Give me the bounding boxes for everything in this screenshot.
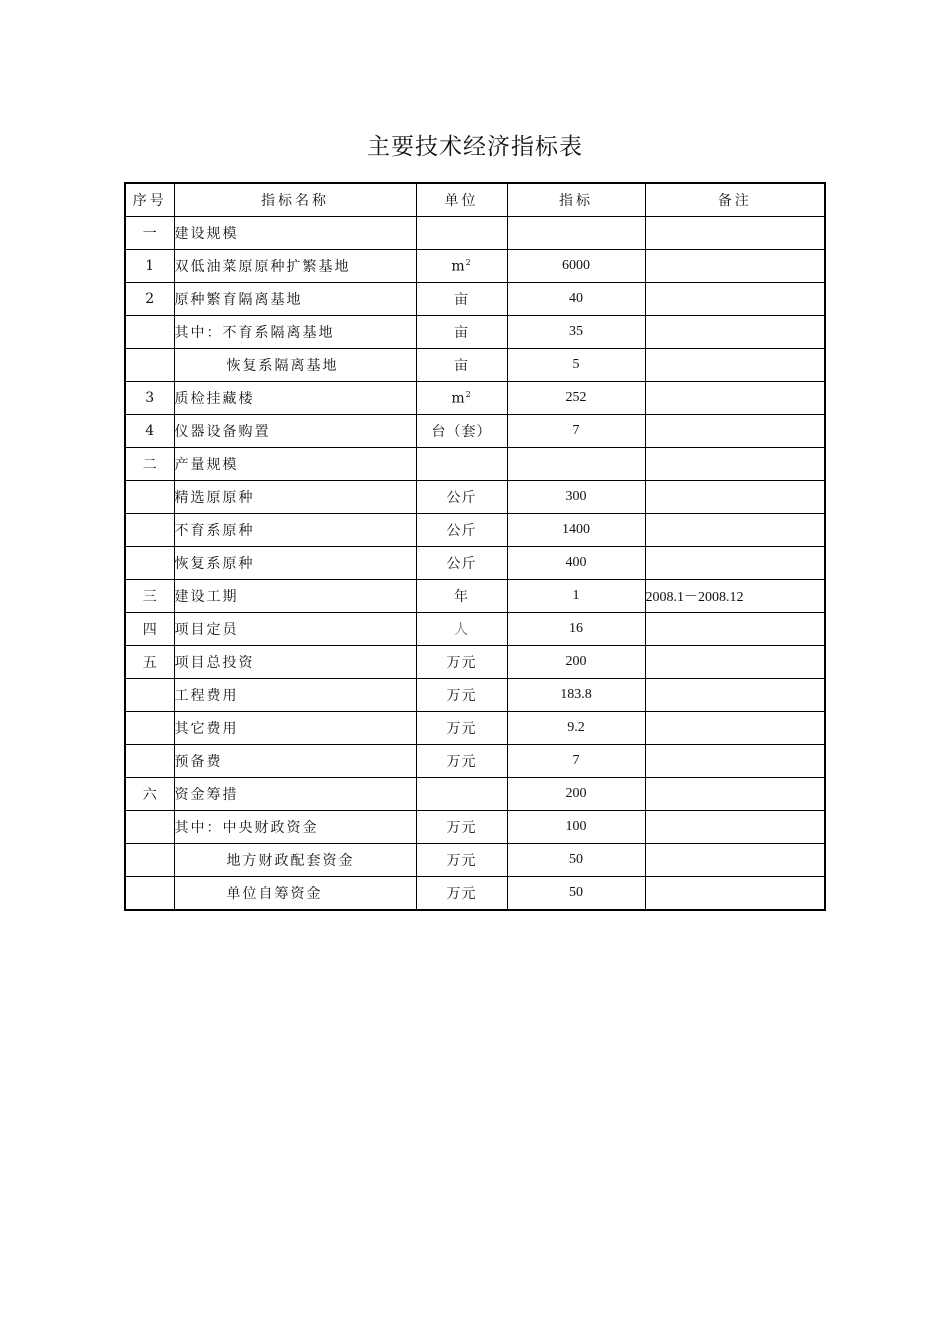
row-seq: 二	[125, 448, 174, 481]
row-unit: 亩	[416, 316, 507, 349]
row-name: 单位自筹资金	[174, 877, 416, 911]
row-unit	[416, 250, 507, 283]
row-unit	[416, 382, 507, 415]
row-name: 精选原原种	[174, 481, 416, 514]
row-unit: 万元	[416, 745, 507, 778]
row-value: 183.8	[507, 679, 645, 712]
row-note	[645, 349, 825, 382]
row-seq: 四	[125, 613, 174, 646]
header-seq: 序号	[125, 183, 174, 217]
row-seq	[125, 316, 174, 349]
table-header-row	[125, 183, 825, 217]
table-row	[125, 580, 825, 613]
row-value: 252	[507, 382, 645, 415]
row-note	[645, 382, 825, 415]
header-note: 备注	[645, 183, 825, 217]
table-row	[125, 679, 825, 712]
table-row	[125, 514, 825, 547]
row-name: 地方财政配套资金	[174, 844, 416, 877]
row-unit: 万元	[416, 844, 507, 877]
row-unit: 万元	[416, 679, 507, 712]
row-name: 资金筹措	[174, 778, 416, 811]
row-value	[507, 217, 645, 250]
row-note	[645, 481, 825, 514]
table-row	[125, 382, 825, 415]
table-row	[125, 283, 825, 316]
row-seq	[125, 877, 174, 911]
row-value: 40	[507, 283, 645, 316]
row-value: 200	[507, 646, 645, 679]
row-seq: 1	[125, 250, 174, 283]
row-unit: 公斤	[416, 514, 507, 547]
row-note	[645, 415, 825, 448]
header-value: 指标	[507, 183, 645, 217]
row-seq	[125, 547, 174, 580]
table-row	[125, 349, 825, 382]
row-name: 项目总投资	[174, 646, 416, 679]
table-row	[125, 217, 825, 250]
row-seq	[125, 844, 174, 877]
row-value: 35	[507, 316, 645, 349]
row-unit: 万元	[416, 811, 507, 844]
row-seq	[125, 349, 174, 382]
table-row	[125, 712, 825, 745]
row-note	[645, 514, 825, 547]
indicator-table	[124, 182, 826, 911]
row-name: 原种繁育隔离基地	[174, 283, 416, 316]
row-unit: 万元	[416, 877, 507, 911]
row-unit: 亩	[416, 283, 507, 316]
header-unit: 单位	[416, 183, 507, 217]
row-note	[645, 745, 825, 778]
table-row	[125, 613, 825, 646]
row-value: 400	[507, 547, 645, 580]
row-unit: 年	[416, 580, 507, 613]
row-seq: 4	[125, 415, 174, 448]
row-note	[645, 217, 825, 250]
row-note	[645, 316, 825, 349]
row-unit: 人	[416, 613, 507, 646]
row-name: 建设规模	[174, 217, 416, 250]
row-seq: 2	[125, 283, 174, 316]
header-name: 指标名称	[174, 183, 416, 217]
row-unit: 万元	[416, 646, 507, 679]
table-row	[125, 877, 825, 911]
row-note	[645, 646, 825, 679]
unit-superscript: 2	[465, 257, 472, 267]
row-note	[645, 250, 825, 283]
row-unit: 亩	[416, 349, 507, 382]
row-value: 300	[507, 481, 645, 514]
row-name: 建设工期	[174, 580, 416, 613]
row-value: 9.2	[507, 712, 645, 745]
row-seq	[125, 481, 174, 514]
row-unit	[416, 778, 507, 811]
row-value: 7	[507, 745, 645, 778]
row-note	[645, 283, 825, 316]
table-row	[125, 415, 825, 448]
row-unit: 公斤	[416, 547, 507, 580]
row-name: 仪器设备购置	[174, 415, 416, 448]
row-note: 2008.1－2008.12	[645, 580, 825, 613]
row-value: 100	[507, 811, 645, 844]
row-value: 200	[507, 778, 645, 811]
row-name: 恢复系原种	[174, 547, 416, 580]
row-note	[645, 877, 825, 911]
row-name: 其中：不育系隔离基地	[174, 316, 416, 349]
row-value	[507, 448, 645, 481]
row-value: 16	[507, 613, 645, 646]
row-name: 质检挂藏楼	[174, 382, 416, 415]
row-name: 其中：中央财政资金	[174, 811, 416, 844]
table-row	[125, 250, 825, 283]
row-note	[645, 844, 825, 877]
row-note	[645, 712, 825, 745]
row-unit: 公斤	[416, 481, 507, 514]
unit-superscript: 2	[465, 389, 472, 399]
row-value: 5	[507, 349, 645, 382]
row-value: 1	[507, 580, 645, 613]
row-value: 1400	[507, 514, 645, 547]
table-row	[125, 844, 825, 877]
table-row	[125, 778, 825, 811]
row-seq	[125, 679, 174, 712]
row-unit	[416, 448, 507, 481]
row-name: 预备费	[174, 745, 416, 778]
row-seq	[125, 712, 174, 745]
row-seq	[125, 514, 174, 547]
row-seq: 三	[125, 580, 174, 613]
row-value: 6000	[507, 250, 645, 283]
row-unit	[416, 217, 507, 250]
unit-base: m	[451, 390, 466, 407]
row-seq	[125, 811, 174, 844]
row-seq: 六	[125, 778, 174, 811]
table-row	[125, 547, 825, 580]
row-seq	[125, 745, 174, 778]
row-name: 双低油菜原原种扩繁基地	[174, 250, 416, 283]
row-unit: 万元	[416, 712, 507, 745]
row-note	[645, 448, 825, 481]
row-name: 工程费用	[174, 679, 416, 712]
table-row	[125, 646, 825, 679]
table-row	[125, 316, 825, 349]
row-name: 恢复系隔离基地	[174, 349, 416, 382]
row-name: 其它费用	[174, 712, 416, 745]
unit-base: m	[451, 258, 466, 275]
row-note	[645, 547, 825, 580]
indicator-table-body	[125, 183, 825, 910]
row-seq: 3	[125, 382, 174, 415]
row-note	[645, 778, 825, 811]
row-name: 产量规模	[174, 448, 416, 481]
row-unit: 台（套）	[416, 415, 507, 448]
document-title: 主要技术经济指标表	[367, 134, 583, 160]
row-name: 项目定员	[174, 613, 416, 646]
table-row	[125, 745, 825, 778]
row-value: 50	[507, 877, 645, 911]
row-seq: 五	[125, 646, 174, 679]
table-row	[125, 481, 825, 514]
row-name: 不育系原种	[174, 514, 416, 547]
row-note	[645, 679, 825, 712]
row-note	[645, 613, 825, 646]
table-row	[125, 811, 825, 844]
row-seq: 一	[125, 217, 174, 250]
row-value: 50	[507, 844, 645, 877]
row-note	[645, 811, 825, 844]
row-value: 7	[507, 415, 645, 448]
table-row	[125, 448, 825, 481]
